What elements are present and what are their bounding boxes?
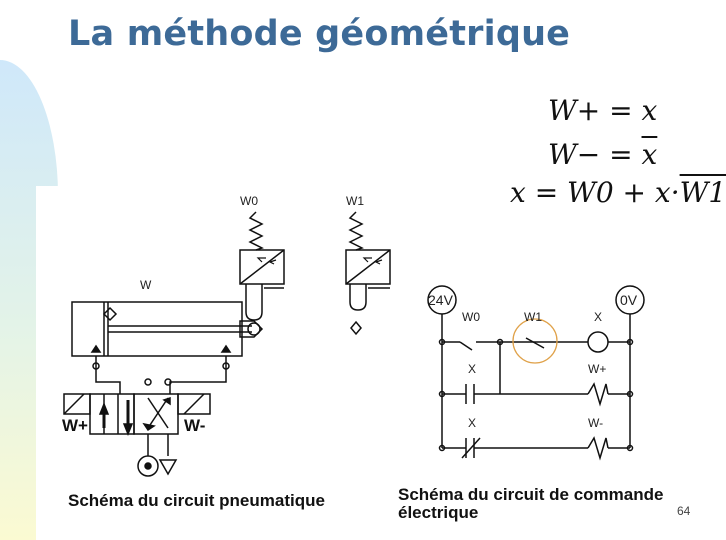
page-number: 64: [677, 504, 691, 518]
output-w-plus: [588, 384, 608, 404]
valve-block-right: [134, 394, 178, 434]
label-contact-x-2: X: [468, 416, 477, 430]
label-w1-contact: W1: [524, 310, 542, 324]
label-0v: 0V: [620, 292, 638, 308]
sensor-w0-spring: [250, 212, 262, 250]
label-24v: 24V: [428, 292, 453, 308]
equation-x-bar: $\overline{x}$: [641, 138, 658, 171]
sensor-w0-roller: [246, 284, 262, 320]
label-sensor-w1: W1: [346, 194, 364, 208]
sensor-w1-end-mark: [351, 322, 361, 334]
label-cylinder: W: [140, 278, 152, 292]
label-contact-x-1: X: [468, 362, 477, 376]
label-w0-contact: W0: [462, 310, 480, 324]
equation-w1-bar: W1: [679, 176, 726, 209]
equation-w-plus: W+ = x: [548, 94, 658, 127]
equation-x-left: x = W0 + x·: [510, 176, 680, 209]
label-valve-w-minus: W-: [184, 416, 206, 435]
exhaust-symbol: [160, 460, 176, 474]
highlight-w1-contact: [513, 319, 557, 363]
caption-electric-line2: électrique: [398, 503, 479, 522]
caption-electric-line1: Schéma du circuit de commande: [398, 485, 664, 504]
equation-w-minus-left: W− =: [548, 138, 642, 171]
sensor-w1-roller: [350, 284, 366, 310]
label-output-w-plus: W+: [588, 362, 607, 376]
label-valve-w-plus: W+: [62, 416, 88, 435]
label-output-w-minus: W-: [588, 416, 604, 430]
slide-title: La méthode géométrique: [68, 14, 571, 54]
sensor-w1-spring: [350, 212, 362, 250]
output-w-minus: [588, 438, 608, 458]
relay-x-coil: [588, 332, 608, 352]
caption-pneumatic: Schéma du circuit pneumatique: [68, 491, 325, 510]
label-sensor-w0: W0: [240, 194, 258, 208]
label-relay-x: X: [594, 310, 603, 324]
